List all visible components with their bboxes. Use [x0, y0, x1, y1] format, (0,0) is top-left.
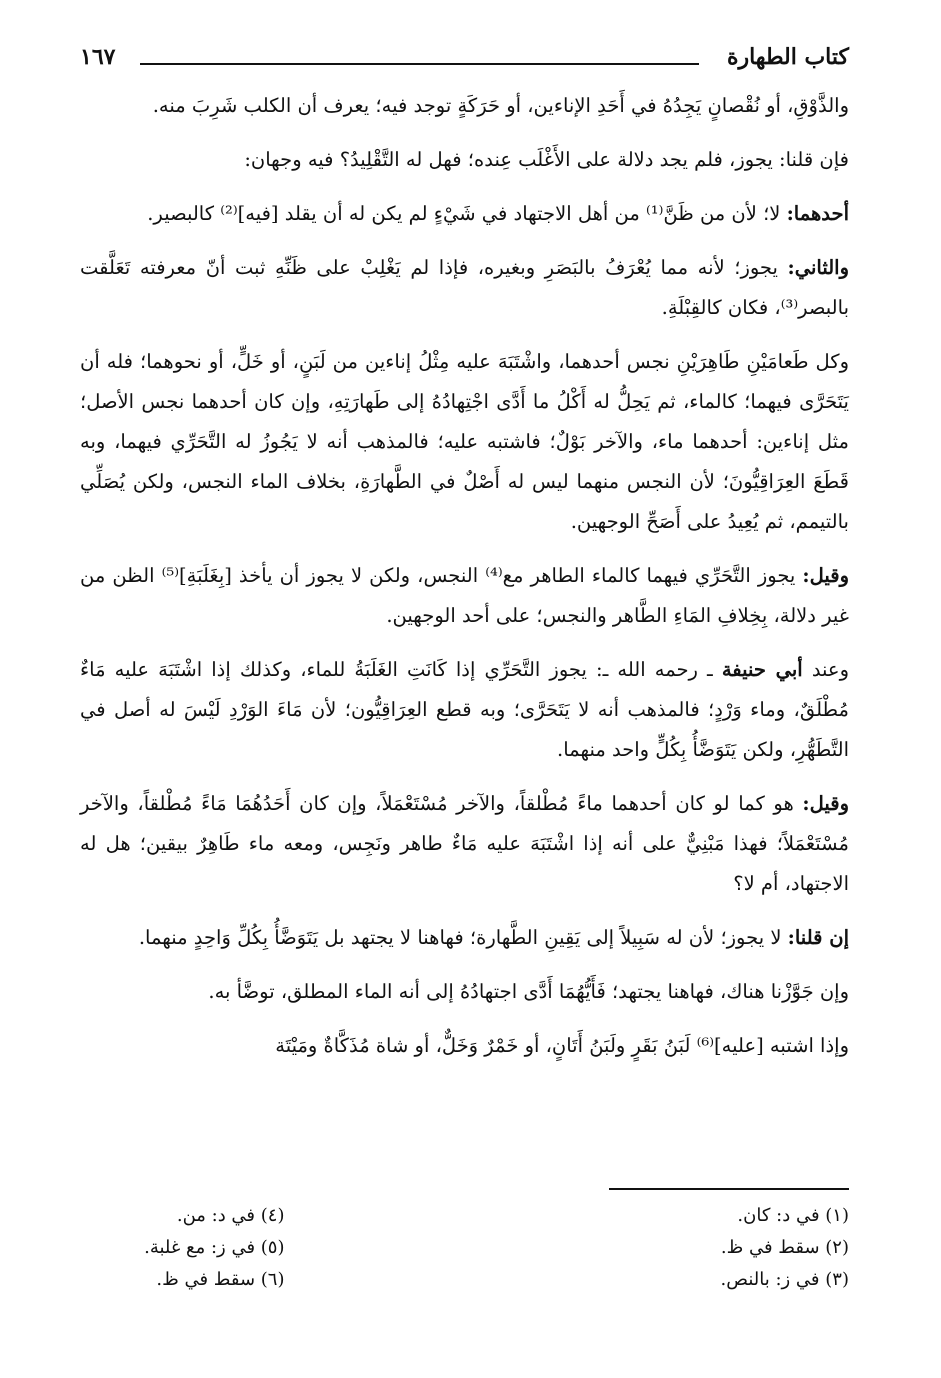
lead-word: وقيل: — [802, 564, 849, 587]
paragraph-6: وقيل: يجوز التَّحَرِّي فيهما كالماء الطاهر مع⁽⁴⁾ النجس، ولكن لا يجوز أن يأخذ [بِغَلَبَةِ]⁽⁵⁾ الظن من غير دلالة، بِخِلافِ المَاءِ الطَّاهر والنجس؛ على أحد الوجهين. — [80, 564, 849, 627]
paragraph-9: إن قلنا: لا يجوز؛ لأن له سَبِيلاً إلى يَقِينِ الطَّهارة؛ فهاهنا لا يجتهد بل يَتَوَضَّأُ بِكُلِّ وَاحِدٍ منهما. — [138, 926, 849, 949]
page-header — [80, 40, 849, 84]
paragraph-7: وعند أبي حنيفة ـ رحمه الله ـ: يجوز التَّحَرِّي إذا كَانَتِ الغَلَبَةُ للماء، وكذلك إذا اشْتَبَهَ عليه مَاءٌ مُطْلَقٌ، وماء وَرْدٍ؛ فالمذهب أنه لا يَتَحَرَّى؛ وبه قطع العِرَاقِيُّون؛ لأن مَاءَ الوَرْدِ لَيْسَ له أصل في التَّطَهُّرِ، ولكن يَتَوَضَّأُ بِكُلٍّ واحد منهما. — [80, 658, 849, 761]
footnote-1: (١) في د: كان. — [737, 1205, 849, 1226]
footnote-4: (٤) في د: من. — [176, 1205, 285, 1226]
lead-word: وقيل: — [802, 792, 849, 815]
paragraph-11: وإذا اشتبه [عليه]⁽⁶⁾ لَبَنُ بَقَرٍ ولَبَنُ أَتَانٍ، أو خَمْرٌ وَخَلٌّ، أو شاة مُذَكَّاةٌ ومَيْتَة — [275, 1034, 849, 1057]
lead-word: أبي حنيفة — [721, 658, 803, 681]
main-text — [80, 86, 849, 1080]
footnote-rule — [609, 1188, 849, 1190]
paragraph-5: وكل طَعامَيْنِ طَاهِرَيْنِ نجس أحدهما، واشْتَبَهَ عليه مِثْلُ إناءين من لَبَنٍ، أو خَلٍّ، أو نحوهما؛ فله أن يَتَحَرَّى فيهما؛ كالماء، ثم يَحِلُّ له أَكْلُ ما أَدَّى اجْتِهادُهُ إلى طَهارَتِهِ، وإن كان أحدهما نجس الأصل؛ مثل إناءين: أحدهما ماء، والآخر بَوْلٌ؛ فاشتبه عليه؛ فالمذهب أنه لا يَجُوزُ له التَّحَرِّي فيهما، وبه قَطَعَ العِرَاقِيُّونَ؛ لأن النجس منهما ليس له أَصْلٌ في الطَّهارَةِ، بخلاف الماء النجس، ولكن يُصَلِّي بالتيمم، ثم يُعِيدُ على أَصَحِّ الوجهين. — [80, 350, 849, 533]
footnote-6: (٦) سقط في ظ. — [156, 1269, 285, 1290]
footnote-3: (٣) في ز: بالنص. — [720, 1269, 849, 1290]
lead-word: إن قلنا: — [787, 926, 849, 949]
page-number: ١٦٧ — [80, 44, 116, 70]
footnotes-right-column — [465, 1200, 850, 1296]
book-title: كتاب الطهارة — [726, 44, 849, 70]
header-rule — [140, 63, 699, 65]
paragraph-3: أحدهما: لا؛ لأن من ظَنَّ⁽¹⁾ من أهل الاجتهاد في شَيْءٍ لم يكن له أن يقلد [فيه]⁽²⁾ كالبصير. — [147, 202, 849, 225]
footnote-5: (٥) في ز: مع غلبة. — [144, 1237, 285, 1258]
paragraph-4: والثاني: يجوز؛ لأنه مما يُعْرَفُ بالبَصَرِ وبغيره، فإذا لم يَغْلِبْ على ظَنِّهِ ثبت أنّ معرفته تَعَلَّقت بالبصر⁽³⁾، فكان كالقِبْلَةِ. — [80, 256, 849, 319]
paragraph-10: وإن جَوَّزْنا هناك، فهاهنا يجتهد؛ فَأَيُّهُمَا أَدَّى اجتهادُهُ إلى أنه الماء المطلق، توضَّأ به. — [208, 980, 849, 1003]
lead-word: أحدهما: — [786, 202, 849, 225]
paragraph-2: فإن قلنا: يجوز، فلم يجد دلالة على الأَغْلَب عِنده؛ فهل له التَّقْلِيدُ؟ فيه وجهان: — [244, 148, 849, 171]
lead-word: والثاني: — [787, 256, 849, 279]
paragraph-1: والذَّوْقِ، أو نُقْصانٍ يَجِدُهُ في أَحَدِ الإناءين، أو حَرَكَةٍ توجد فيه؛ يعرف أن الكلب شَرِبَ منه. — [152, 94, 849, 117]
paragraph-8: وقيل: هو كما لو كان أحدهما ماءً مُطْلقاً، والآخر مُسْتَعْمَلاً، وإن كان أَحَدُهُمَا مَاءً مُطْلقاً، والآخر مُسْتَعْمَلاً؛ فهذا مَبْنِيٌّ على أنه إذا اشْتَبَهَ عليه مَاءٌ طاهر ونَجِس، ومعه ماء طَاهِرٌ بيقين؛ هل له الاجتهاد، أم لا؟ — [80, 792, 849, 895]
footnote-2: (٢) سقط في ظ. — [720, 1237, 849, 1258]
